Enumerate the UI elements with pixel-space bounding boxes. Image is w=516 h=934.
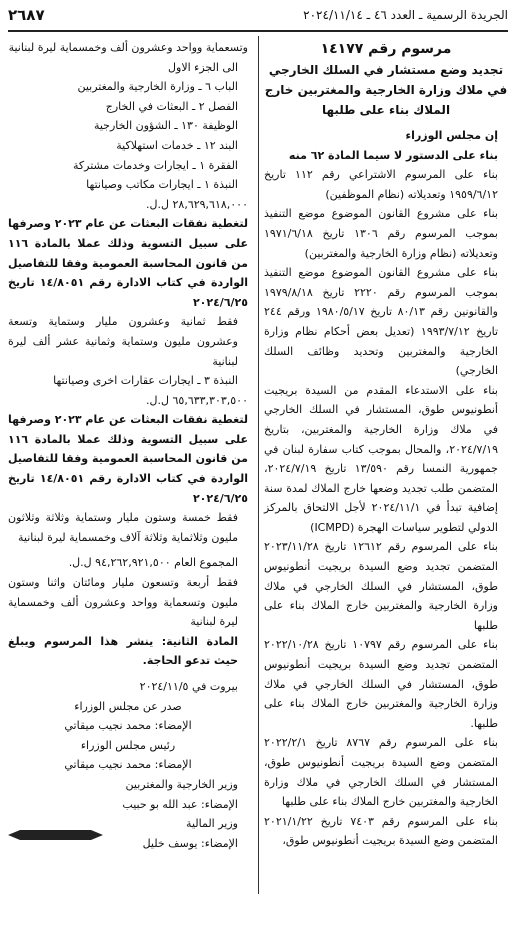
recital-7: بناء على المرسوم رقم ٨٧٦٧ تاريخ ٢٠٢٢/٢/١ المتضمن وضع السيدة بريجيت أنطونيوس طوق، المستشار في السلك الخارجي في ملاك وزارة الخارجية والمغتربين خارج الملاك بناء على طلبها — [264, 736, 498, 809]
gazette-title: الجريدة الرسمية ـ العدد ٤٦ ـ ٢٠٢٤/١١/١٤ — [303, 8, 508, 22]
place-date: بيروت في ٢٠٢٤/١١/٥ — [139, 680, 238, 693]
recital-1: بناء على المرسوم الاشتراعي رقم ١١٢ تاريخ ١٩٥٩/٦/١٢ وتعديلاته (نظام الموظفين) — [264, 168, 498, 201]
budget-section: الفصل ٢ ـ البعثات في الخارج — [105, 99, 238, 113]
decree-title: تجديد وضع مستشار في السلك الخارجي في ملاك وزارة الخارجية والمغتربين خارج الملاك بناء على طلبها — [264, 63, 508, 117]
recital-4: بناء على الاستدعاء المقدم من السيدة بريجيت أنطونيوس طوق، المستشار في السلك الخارجي في ملاك وزارة الخارجية والمغتربين، بتاريخ ٢٠٢٤/٧/١٩، والمحال بموجب كتاب سفارة لبنان في جمهورية النمسا رقم ١٣/٥٩٠ تاريخ ٢٠٢٤/٧/١٩، المتضمن طلب تجديد وضعها خارج الملاك لمدة سنة إضافية تبدأ في ٢٠٢٤/١١/١ لأجل الالتحاق بالمركز الدولي لتطوير سياسات الهجرة (ICMPD) — [264, 383, 498, 534]
section-end-ornament — [8, 830, 103, 840]
purpose-2: لتغطية نفقات البعثات عن عام ٢٠٢٣ وصرفها على سبيل التسوية وذلك عملا بالمادة ١١٦ من قانون المحاسبة العمومية وفقا للتفاصيل الواردة في كتاب الادارة رقم ١٤/٨٠٥١ تاريخ ٢٠٢٤/٦/٢٥ — [8, 413, 248, 505]
signature-4: الإمضاء: يوسف خليل — [142, 836, 238, 850]
budget-subitem-1: النبذة ١ ـ ايجارات مكاتب وصيانتها — [86, 178, 238, 192]
signer-title-finance: وزير المالية — [186, 817, 238, 831]
recital-constitution: بناء على الدستور لا سيما المادة ٦٢ منه — [288, 148, 498, 162]
grand-total-words: فقط أربعة وتسعون مليار ومائتان واثنا وستون مليون وتسعماية وواحد وعشرون ألف وخمسماية ليرة لبنانية — [8, 576, 238, 629]
column-divider — [258, 36, 259, 894]
recital-5: بناء على المرسوم رقم ١٢٦١٢ تاريخ ٢٠٢٣/١١/٢٨ المتضمن تجديد وضع السيدة بريجيت أنطونيوس طوق، المستشار في السلك الخارجي في ملاك وزارة الخارجية والمغتربين خارج الملاك بناء على طلبها — [264, 540, 498, 632]
signature-2: الإمضاء: محمد نجيب ميقاتي — [64, 758, 192, 772]
page-header — [8, 6, 508, 32]
grand-total: المجموع العام ٩٤,٢٦٢,٩٢١,٥٠٠ ل.ل. — [68, 556, 238, 570]
budget-function: الوظيفة ١٣٠ ـ الشؤون الخارجية — [93, 119, 238, 133]
decree-number: مرسوم رقم ١٤١٧٧ — [320, 41, 452, 57]
signature-3: الإمضاء: عبد الله بو حبيب — [122, 797, 238, 811]
amount-words-continuation: وتسعماية وواحد وعشرون ألف وخمسماية ليرة لبنانية — [8, 41, 248, 54]
purpose-1: لتغطية نفقات البعثات عن عام ٢٠٢٣ وصرفها على سبيل التسوية وذلك عملا بالمادة ١١٦ من قانون المحاسبة العمومية وفقا للتفاصيل الواردة في كتاب الادارة رقم ١٤/٨٠٥١ تاريخ ٢٠٢٤/٦/٢٥ — [8, 217, 248, 309]
council-heading: إن مجلس الوزراء — [405, 129, 498, 142]
amount-2: ٦٥,٦٣٣,٣٠٣,٥٠٠ ل.ل. — [146, 393, 248, 407]
right-column — [264, 38, 508, 894]
recital-2: بناء على مشروع القانون الموضوع موضع التنفيذ بموجب المرسوم رقم ١٣٠٦ تاريخ ١٩٧١/٦/١٨ وتعديلاته (نظام وزارة الخارجية والمغتربين) — [264, 207, 498, 260]
page-number: ٢٦٨٧ — [8, 6, 45, 24]
budget-item: البند ١٢ ـ خدمات استهلاكية — [116, 138, 238, 152]
budget-paragraph: الفقرة ١ ـ ايجارات وخدمات مشتركة — [72, 158, 238, 172]
recital-8: بناء على المرسوم رقم ٧٤٠٣ تاريخ ٢٠٢١/١/٢٢ المتضمن وضع السيدة بريجيت أنطونيوس طوق، — [264, 814, 498, 848]
budget-chapter: الباب ٦ ـ وزارة الخارجية والمغتربين — [77, 80, 238, 94]
signer-title-pm: رئيس مجلس الوزراء — [80, 738, 176, 752]
amount-words-1: فقط ثمانية وعشرون مليار وستماية وتسعة وعشرون مليون وستماية وثمانية عشر ألف ليرة لبنانية — [8, 315, 238, 368]
issued-by: صدر عن مجلس الوزراء — [74, 699, 182, 713]
budget-part: الى الجزء الاول — [168, 60, 238, 74]
recital-3: بناء على مشروع القانون الموضوع موضع التنفيذ بموجب المرسوم رقم ٢٢٢٠ تاريخ ١٩٧٩/٨/١٨ والقانونين رقم ٨٠/١٣ تاريخ ١٩٨٠/٥/١٧ ورقم ٢٤٤ تاريخ ١٩٩٣/٧/١٢ (تعديل بعض أحكام نظام وزارة الخارجية والمغتربين وتحديد وظائف السلك الخارجي) — [264, 266, 499, 378]
amount-1: ٢٨,٦٢٩,٦١٨,٠٠٠ ل.ل. — [146, 197, 248, 211]
budget-subitem-3: النبذة ٣ ـ ايجارات عقارات اخرى وصيانتها — [53, 374, 238, 388]
left-column — [8, 38, 248, 894]
amount-words-2: فقط خمسة وستون مليار وستماية وثلاثة وثلاثون مليون وثلاثماية وثلاثة آلاف وخمسماية ليرة لبنانية — [8, 511, 238, 544]
recital-6: بناء على المرسوم رقم ١٠٧٩٧ تاريخ ٢٠٢٢/١٠/٢٨ المتضمن تجديد وضع السيدة بريجيت أنطونيوس طوق، المستشار في السلك الخارجي في ملاك وزارة الخارجية والمغتربين خارج الملاك بناء على طلبها. — [264, 638, 498, 730]
signer-title-foreign: وزير الخارجية والمغتربين — [125, 777, 238, 791]
signature-1: الإمضاء: محمد نجيب ميقاتي — [64, 719, 192, 733]
article-two: المادة الثانية: ينشر هذا المرسوم ويبلغ حيث تدعو الحاجة. — [8, 634, 238, 668]
